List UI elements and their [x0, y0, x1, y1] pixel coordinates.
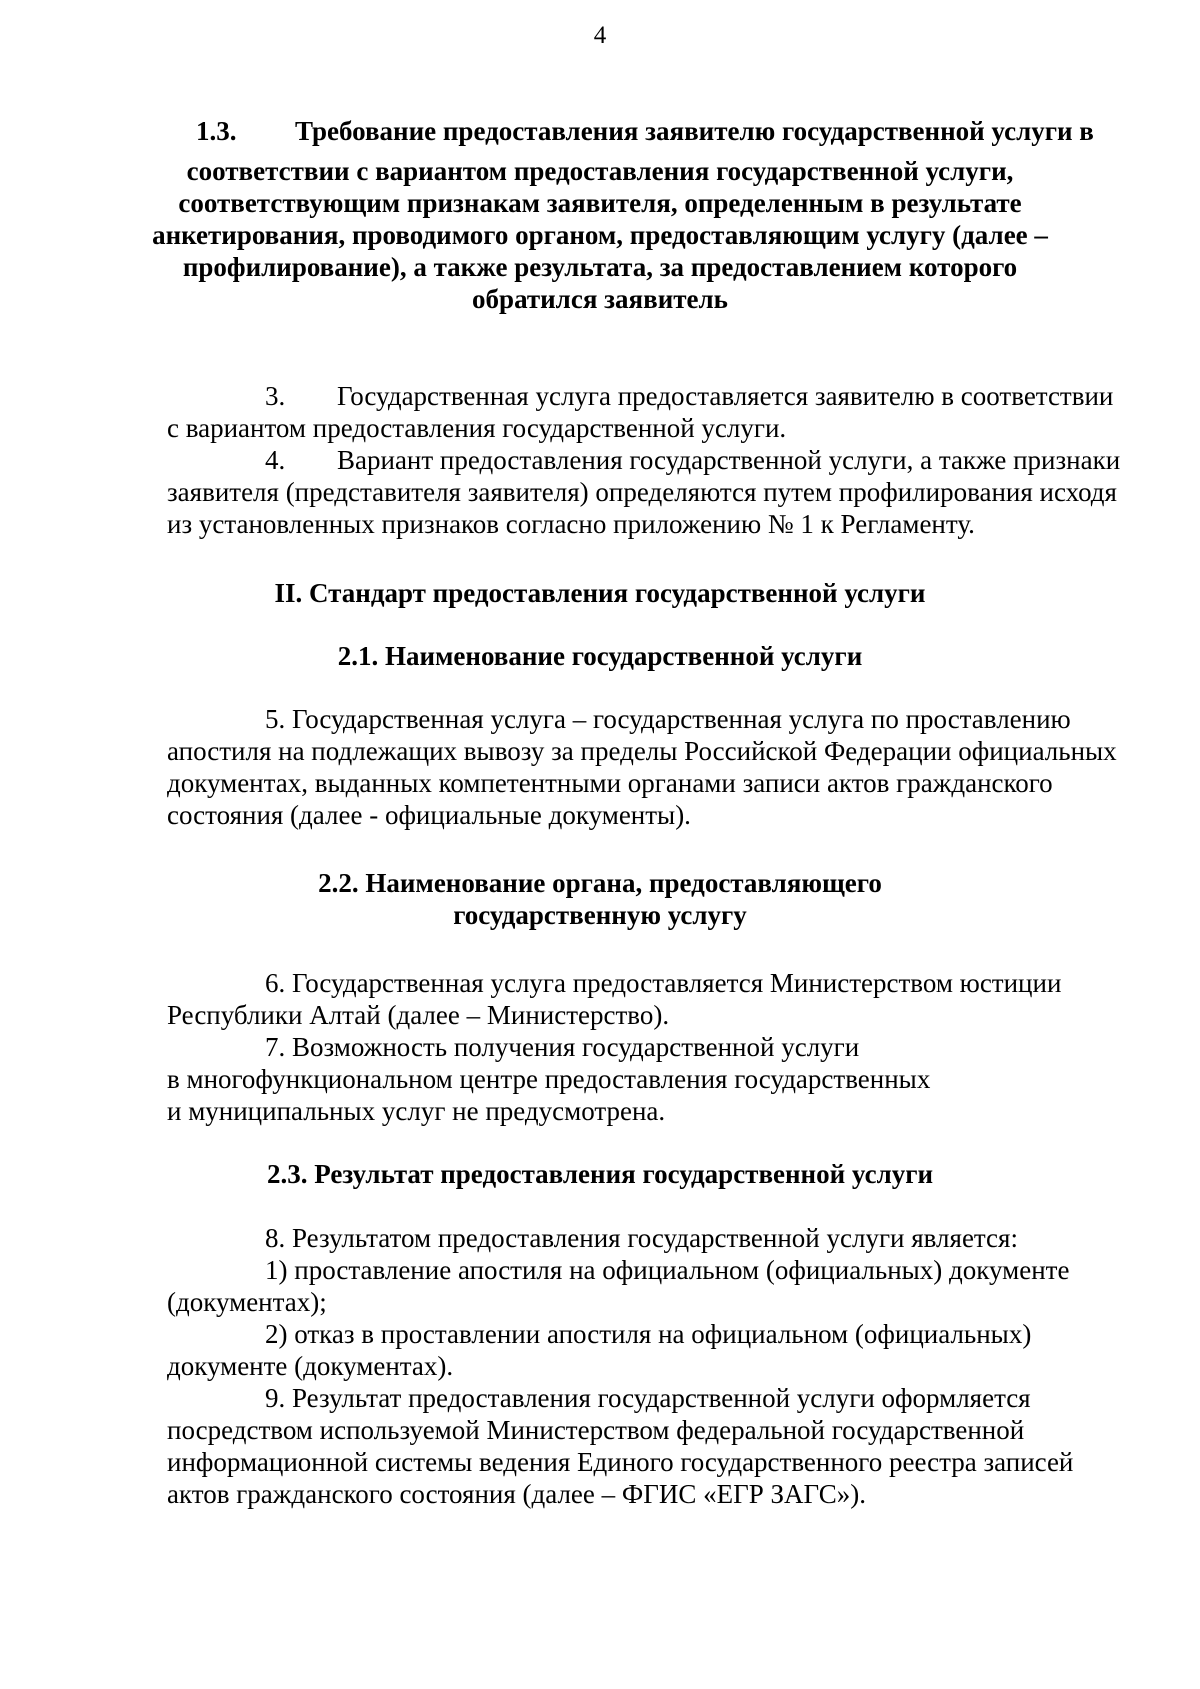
paragraph-7-line-2: в многофункциональном центре предоставления государственных [167, 1064, 931, 1094]
paragraph-5-line-4: состояния (далее - официальные документы). [167, 800, 691, 830]
paragraph-8-item-2-line-1: 2) отказ в проставлении апостиля на официальном (официальных) [265, 1319, 1032, 1349]
paragraph-4-number: 4. [265, 445, 286, 475]
paragraph-8-line-1: 8. Результатом предоставления государственной услуги является: [265, 1223, 1018, 1253]
section-2-3-heading: 2.3. Результат предоставления государственной услуги [266, 1159, 934, 1189]
paragraph-9-line-3: информационной системы ведения Единого государственного реестра записей [167, 1447, 1074, 1477]
paragraph-5-line-1 [265, 703, 1167, 735]
paragraph-4-line-1: Вариант предоставления государственной услуги, а также признаки [337, 445, 1121, 475]
section-2-heading: II. Стандарт предоставления государственной услуги [274, 578, 926, 608]
section-2-2-heading-line-1: 2.2. Наименование органа, предоставляющего [318, 868, 882, 898]
paragraph-8-item-1-line-1: 1) проставление апостиля на официальном (официальных) документе [265, 1255, 1070, 1285]
paragraph-3-number: 3. [265, 381, 286, 411]
paragraph-4-line-2: заявителя (представителя заявителя) определяются путем профилирования исходя [167, 477, 1117, 507]
paragraph-5-line-1-text: 5. Государственная услуга – государственная услуга по проставлению [265, 704, 1071, 734]
section-1-3-line-5: профилирование), а также результата, за предоставлением которого [182, 252, 1018, 282]
paragraph-5-line-3: документах, выданных компетентными органами записи актов гражданского [167, 768, 1053, 798]
paragraph-7-line-1: 7. Возможность получения государственной услуги [265, 1032, 860, 1062]
section-1-3-line-2: соответствии с вариантом предоставления государственной услуги, [186, 156, 1014, 186]
paragraph-9-line-2: посредством используемой Министерством федеральной государственной [167, 1415, 1025, 1445]
section-1-3-line-4: анкетирования, проводимого органом, предоставляющим услугу (далее – [152, 220, 1048, 250]
paragraph-7-line-3: и муниципальных услуг не предусмотрена. [167, 1096, 666, 1126]
paragraph-9-line-1: 9. Результат предоставления государственной услуги оформляется [265, 1383, 1031, 1413]
section-2-1-heading: 2.1. Наименование государственной услуги [337, 641, 863, 671]
section-1-3-line-3: соответствующим признакам заявителя, определенным в результате [178, 188, 1022, 218]
section-1-3-line-6: обратился заявитель [472, 284, 728, 314]
paragraph-5-line-2: апостиля на подлежащих вывозу за пределы Российской Федерации официальных [167, 736, 1117, 766]
paragraph-4-line-3: из установленных признаков согласно приложению № 1 к Регламенту. [167, 509, 975, 539]
paragraph-8-item-2-line-2: документе (документах). [167, 1351, 454, 1381]
page-number: 4 [593, 22, 607, 49]
paragraph-8-item-1-line-2: (документах); [167, 1287, 327, 1317]
paragraph-3-line-2: с вариантом предоставления государственной услуги. [167, 413, 787, 443]
section-1-3-number: 1.3. [196, 116, 237, 146]
paragraph-3-line-1: Государственная услуга предоставляется заявителю в соответствии [337, 381, 1114, 411]
paragraph-6-line-1: 6. Государственная услуга предоставляется Министерством юстиции [265, 968, 1062, 998]
section-2-2-heading-line-2: государственную услугу [453, 900, 747, 930]
section-1-3-line-1: Требование предоставления заявителю государственной услуги в [295, 116, 1094, 146]
paragraph-9-line-4: актов гражданского состояния (далее – ФГИС «ЕГР ЗАГС»). [167, 1479, 866, 1509]
paragraph-6-line-2: Республики Алтай (далее – Министерство). [167, 1000, 670, 1030]
